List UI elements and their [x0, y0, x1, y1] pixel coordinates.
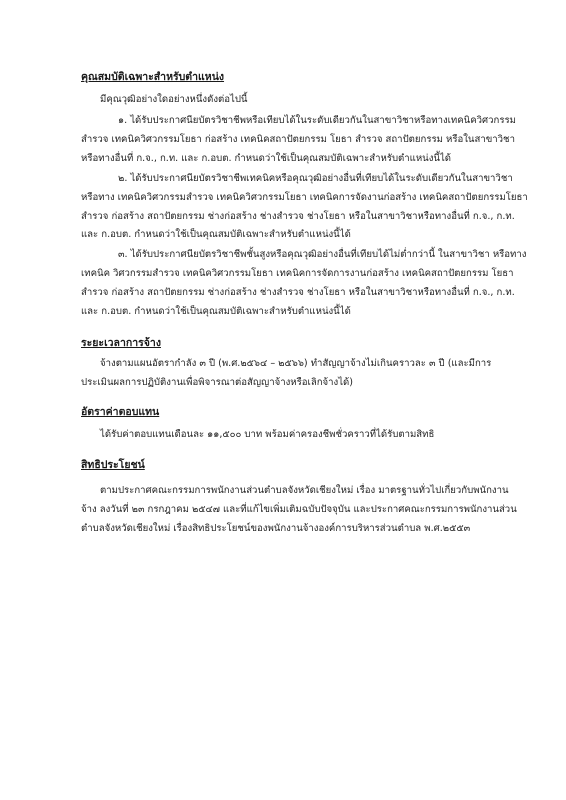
compensation-heading: อัตราค่าตอบแทน	[81, 406, 160, 418]
benefits-line: ตำบลจังหวัดเชียงใหม่ เรื่องสิทธิประโยชน์ของพนักงานจ้างองค์การบริหารส่วนตำบล พ.ศ.๒๕๕๓	[81, 523, 471, 534]
benefits-heading: สิทธิประโยชน์	[81, 459, 145, 471]
qualification-item-1-line: สำรวจ เทคนิควิศวกรรมโยธา ก่อสร้าง เทคนิคสถาปัตยกรรม โยธา สำรวจ สถาปัตยกรรม หรือในสาขาวิชา	[81, 134, 515, 145]
benefits-line: ตามประกาศคณะกรรมการพนักงานส่วนตำบลจังหวัดเชียงใหม่ เรื่อง มาตรฐานทั่วไปเกี่ยวกับพนักงาน	[100, 485, 509, 496]
qualification-item-2-line: หรือทาง เทคนิควิศวกรรมสำรวจ เทคนิควิศวกรรมโยธา เทคนิคการจัดงานก่อสร้าง เทคนิคสถาปัตยกรรมโยธา	[81, 192, 528, 203]
qualification-item-3-line: สำรวจ ก่อสร้าง สถาปัตยกรรม ช่างก่อสร้าง ช่างสำรวจ ช่างโยธา หรือในสาขาวิชาหรือทางอื่นที่ ก.จ., ก.ท.	[81, 287, 515, 298]
qualification-item-1-line: ๑. ได้รับประกาศนียบัตรวิชาชีพหรือเทียบได้ในระดับเดียวกันในสาขาวิชาหรือทางเทคนิควิศวกรรม	[118, 115, 516, 126]
qualification-item-3-line: และ ก.อบต. กำหนดว่าใช้เป็นคุณสมบัติเฉพาะสำหรับตำแหน่งนี้ได้	[81, 306, 351, 317]
employment-period-line: จ้างตามแผนอัตรากำลัง ๓ ปี (พ.ศ.๒๕๖๔ – ๒๕๖๖) ทำสัญญาจ้างไม่เกินคราวละ ๓ ปี (และมีการ	[100, 358, 492, 369]
benefits-line: จ้าง ลงวันที่ ๒๓ กรกฎาคม ๒๕๔๗ และที่แก้ไขเพิ่มเติมฉบับปัจจุบัน และประกาศคณะกรรมการพนักงานส่วน	[81, 504, 517, 515]
qualification-item-2-line: สำรวจ ก่อสร้าง สถาปัตยกรรม ช่างก่อสร้าง ช่างสำรวจ ช่างโยธา หรือในสาขาวิชาหรือทางอื่นที่ ก.จ., ก.ท.	[81, 211, 515, 222]
qualification-item-2-line: และ ก.อบต. กำหนดว่าใช้เป็นคุณสมบัติเฉพาะสำหรับตำแหน่งนี้ได้	[81, 229, 351, 240]
qualification-item-3-line: ๓. ได้รับประกาศนียบัตรวิชาชีพชั้นสูงหรือคุณวุฒิอย่างอื่นที่เทียบได้ไม่ต่ำกว่านี้ ในสาขาวิชา หรือทาง	[118, 249, 527, 260]
qualification-item-1-line: หรือทางอื่นที่ ก.จ., ก.ท. และ ก.อบต. กำหนดว่าใช้เป็นคุณสมบัติเฉพาะสำหรับตำแหน่งนี้ได้	[81, 153, 452, 164]
employment-period-heading: ระยะเวลาการจ้าง	[81, 337, 161, 349]
compensation-line: ได้รับค่าตอบแทนเดือนละ ๑๑,๕๐๐ บาท พร้อมค่าครองชีพชั่วคราวที่ได้รับตามสิทธิ	[100, 429, 435, 440]
qualifications-heading: คุณสมบัติเฉพาะสำหรับตำแหน่ง	[81, 71, 225, 83]
employment-period-line: ประเมินผลการปฏิบัติงานเพื่อพิจารณาต่อสัญญาจ้างหรือเลิกจ้างได้)	[81, 377, 353, 388]
qualification-item-3-line: เทคนิค วิศวกรรมสำรวจ เทคนิควิศวกรรมโยธา เทคนิคการจัดการงานก่อสร้าง เทคนิคสถาปัตยกรรม โยธา	[81, 268, 514, 279]
qualification-item-2-line: ๒. ได้รับประกาศนียบัตรวิชาชีพเทคนิคหรือคุณวุฒิอย่างอื่นที่เทียบได้ในระดับเดียวกันในสาขาวิชา	[118, 173, 513, 184]
qualifications-intro: มีคุณวุฒิอย่างใดอย่างหนึ่งดังต่อไปนี้	[100, 94, 248, 105]
